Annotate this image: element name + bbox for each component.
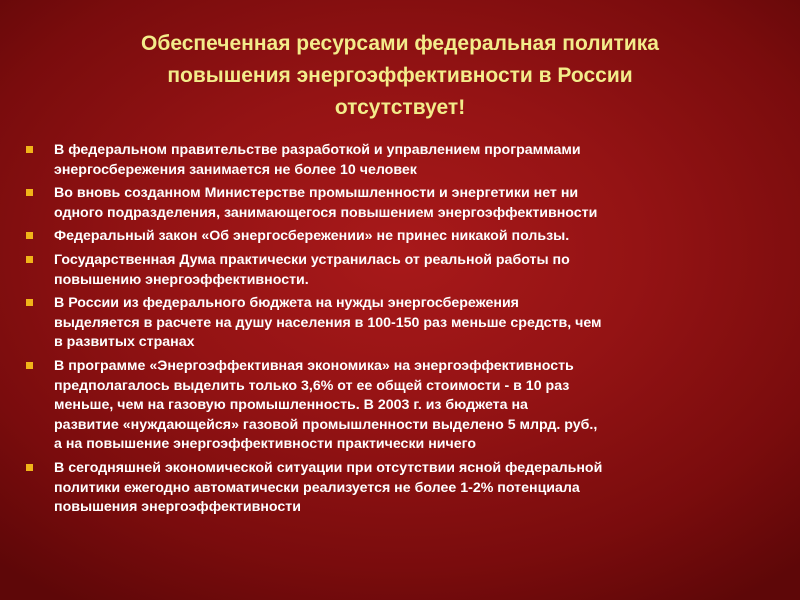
bullet-line: В программе «Энергоэффективная экономика» на энергоэффективность [54, 357, 574, 374]
bullet-list [24, 141, 784, 522]
bullet-line: В России из федерального бюджета на нужды энергосбережения [54, 295, 519, 312]
bullet-line: одного подразделения, занимающегося повышением энергоэффективности [54, 204, 598, 221]
square-bullet-icon [26, 299, 33, 306]
bullet-line: повышению энергоэффективности. [54, 271, 309, 288]
bullet-line: меньше, чем на газовую промышленность. В 2003 г. из бюджета на [54, 397, 528, 414]
square-bullet-icon [26, 146, 33, 153]
title-line: отсутствует! [334, 96, 466, 119]
square-bullet-icon [26, 256, 33, 263]
bullet-line: В сегодняшней экономической ситуации при отсутствии ясной федеральной [54, 459, 603, 476]
bullet-line: Федеральный закон «Об энергосбережении» не принес никакой пользы. [54, 228, 570, 245]
title-line: повышения энергоэффективности в России [167, 64, 633, 87]
bullet-text [54, 294, 784, 353]
bullet-item [24, 141, 784, 180]
square-bullet-icon [26, 232, 33, 239]
bullet-line: Во вновь созданном Министерстве промышленности и энергетики нет ни [54, 185, 579, 202]
bullet-item [24, 251, 784, 290]
bullet-line: политики ежегодно автоматически реализуется не более 1-2% потенциала [54, 479, 580, 496]
bullet-item [24, 294, 784, 353]
bullet-line: а на повышение энергоэффективности практически ничего [54, 436, 477, 453]
bullet-line: повышения энергоэффективности [54, 499, 301, 516]
bullet-item [24, 459, 784, 518]
bullet-line: предполагалось выделить только 3,6% от ее общей стоимости - в 10 раз [54, 377, 570, 394]
bullet-line: развитие «нуждающейся» газовой промышленности выделено 5 млрд. руб., [54, 416, 598, 433]
bullet-item [24, 227, 784, 247]
bullet-item [24, 357, 784, 455]
bullet-line: выделяется в расчете на душу населения в 100-150 раз меньше средств, чем [54, 314, 602, 331]
slide-title [40, 28, 760, 124]
bullet-text [54, 459, 784, 518]
bullet-line: В федеральном правительстве разработкой и управлением программами [54, 142, 581, 158]
bullet-text [54, 251, 784, 290]
bullet-text [54, 227, 784, 247]
square-bullet-icon [26, 464, 33, 471]
square-bullet-icon [26, 189, 33, 196]
bullet-line: в развитых странах [54, 334, 195, 351]
bullet-line: энергосбережения занимается не более 10 человек [54, 161, 417, 178]
bullet-item [24, 184, 784, 223]
bullet-text [54, 357, 784, 455]
bullet-text [54, 184, 784, 223]
bullet-line: Государственная Дума практически устранилась от реальной работы по [54, 251, 570, 268]
square-bullet-icon [26, 362, 33, 369]
title-line: Обеспеченная ресурсами федеральная политика [141, 32, 659, 55]
bullet-text [54, 141, 784, 180]
